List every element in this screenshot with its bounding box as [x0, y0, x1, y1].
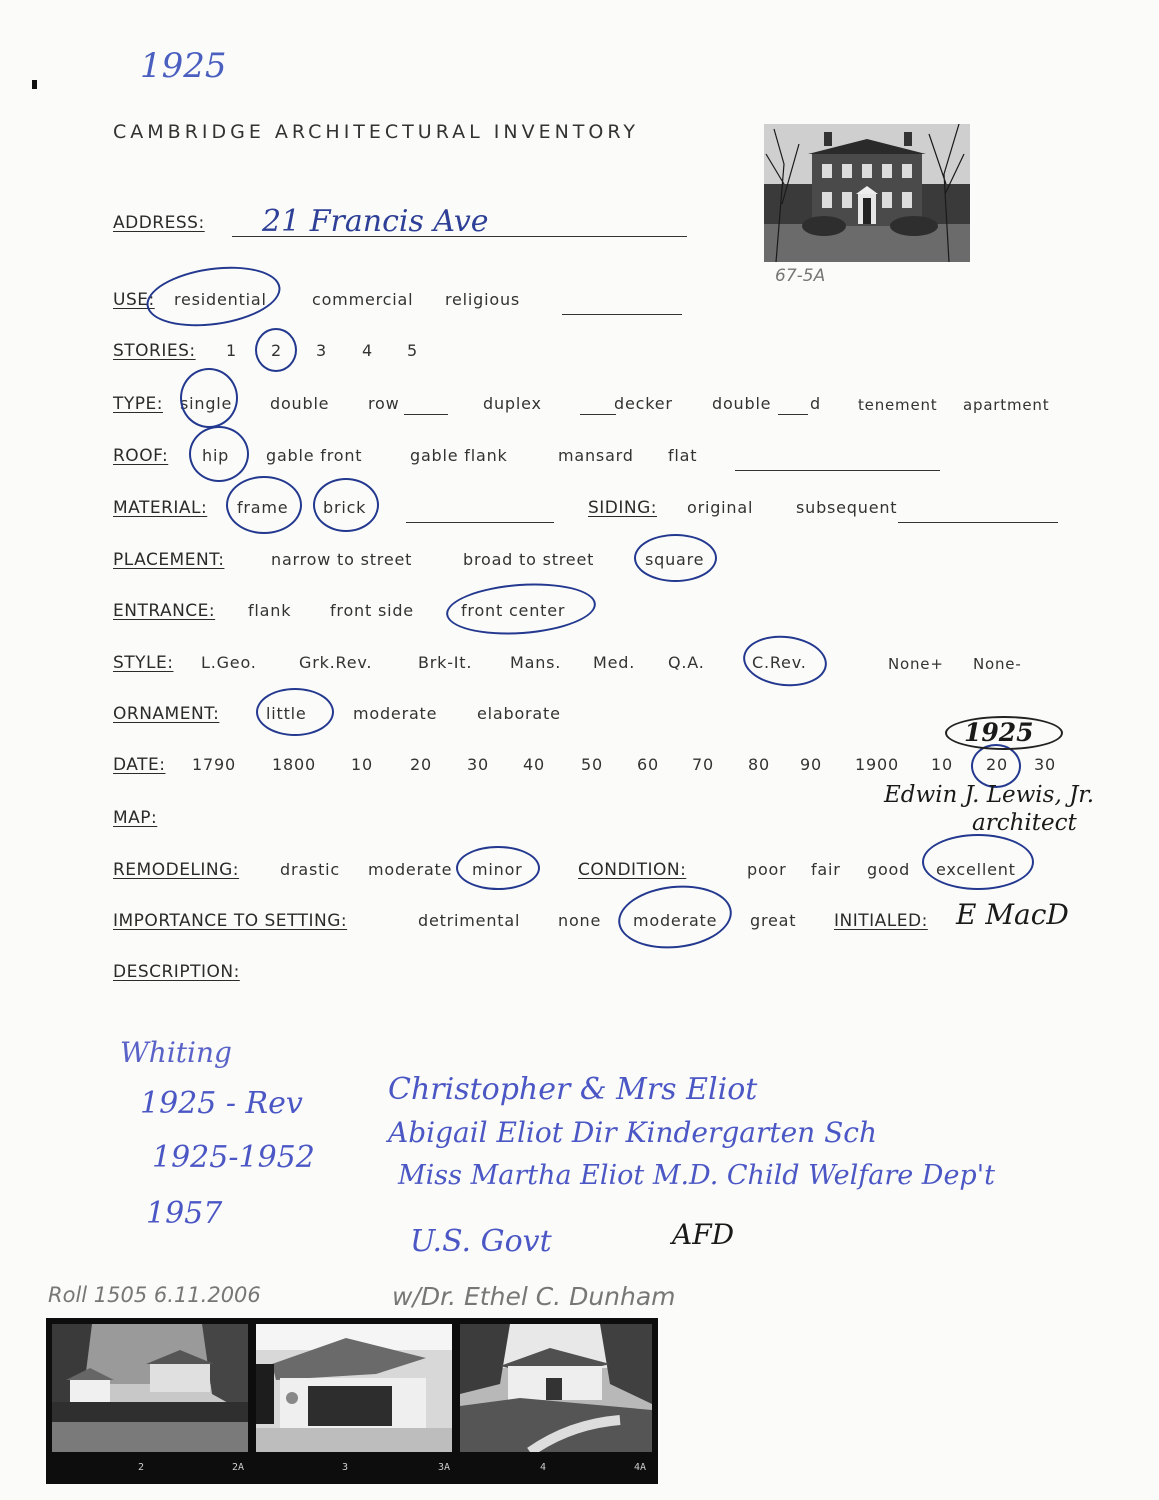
- use-label: USE:: [113, 290, 155, 310]
- date-40: 40: [523, 755, 545, 774]
- style-label: STYLE:: [113, 653, 174, 673]
- siding-label: SIDING:: [588, 498, 658, 518]
- use-other-line: [562, 314, 682, 315]
- address-value: 21 Francis Ave: [262, 204, 489, 239]
- condition-poor: poor: [747, 860, 787, 879]
- type-row-line: [404, 414, 448, 415]
- ornament-elaborate: elaborate: [477, 704, 561, 723]
- initialed-value: E MacD: [956, 898, 1069, 931]
- material-other-line: [406, 522, 554, 523]
- placement-broad: broad to street: [463, 550, 595, 569]
- selection-circle: [313, 478, 379, 532]
- roof-gable-flank: gable flank: [410, 446, 508, 465]
- style-crev: C.Rev.: [752, 653, 807, 672]
- style-none-minus: None-: [973, 655, 1022, 673]
- material-brick: brick: [323, 498, 367, 517]
- film-label: 2A: [232, 1462, 245, 1473]
- year-circle: [945, 716, 1063, 750]
- roof-gable-front: gable front: [266, 446, 363, 465]
- date-50: 50: [581, 755, 603, 774]
- importance-detrimental: detrimental: [418, 911, 521, 930]
- roof-flat: flat: [668, 446, 698, 465]
- selection-circle: [741, 632, 830, 691]
- siding-original: original: [687, 498, 754, 517]
- remodeling-label: REMODELING:: [113, 860, 240, 880]
- type-decker: decker: [614, 394, 673, 413]
- style-med: Med.: [593, 653, 636, 672]
- style-mans: Mans.: [510, 653, 562, 672]
- date-1800: 1800: [272, 755, 316, 774]
- style-brkit: Brk-It.: [418, 653, 473, 672]
- date-handwritten-year: 1925: [964, 718, 1034, 747]
- type-apartment: apartment: [963, 396, 1050, 414]
- type-single: single: [180, 394, 233, 413]
- initialed-label: INITIALED:: [834, 911, 928, 931]
- selection-circle: [634, 534, 717, 582]
- condition-fair: fair: [811, 860, 841, 879]
- roof-other-line: [735, 470, 940, 471]
- stories-2: 2: [271, 341, 282, 360]
- description-text-2: Abigail Eliot Dir Kindergarten Sch: [388, 1116, 878, 1149]
- date-10: 10: [351, 755, 373, 774]
- entrance-front-side: front side: [330, 601, 414, 620]
- entrance-front-center: front center: [461, 601, 566, 620]
- date-70: 70: [692, 755, 714, 774]
- date-90: 90: [800, 755, 822, 774]
- map-label: MAP:: [113, 808, 158, 828]
- remodeling-moderate: moderate: [368, 860, 453, 879]
- date-label: DATE:: [113, 755, 166, 775]
- date-1930: 30: [1034, 755, 1056, 774]
- description-year-1: 1925 - Rev: [140, 1086, 303, 1121]
- type-decker-line: [580, 414, 616, 415]
- placement-square: square: [645, 550, 705, 569]
- importance-moderate: moderate: [633, 911, 718, 930]
- description-year-3: 1957: [146, 1196, 223, 1231]
- description-text-1: Christopher & Mrs Eliot: [388, 1072, 758, 1107]
- style-grkrev: Grk.Rev.: [299, 653, 373, 672]
- style-qa: Q.A.: [668, 653, 705, 672]
- ornament-little: little: [266, 704, 307, 723]
- siding-subsequent: subsequent: [796, 498, 898, 517]
- condition-excellent: excellent: [936, 860, 1016, 879]
- entrance-label: ENTRANCE:: [113, 601, 216, 621]
- stories-3: 3: [316, 341, 327, 360]
- date-1920: 20: [986, 755, 1008, 774]
- type-row: row: [368, 394, 400, 413]
- film-label: 3: [342, 1462, 349, 1473]
- stories-5: 5: [407, 341, 418, 360]
- description-initials: AFD: [672, 1218, 735, 1251]
- roof-label: ROOF:: [113, 446, 169, 466]
- date-30: 30: [467, 755, 489, 774]
- ornament-label: ORNAMENT:: [113, 704, 220, 724]
- siding-other-line: [898, 522, 1058, 523]
- film-label: 4A: [634, 1462, 647, 1473]
- importance-label: IMPORTANCE TO SETTING:: [113, 911, 348, 931]
- film-label: 4: [540, 1462, 547, 1473]
- date-1910: 10: [931, 755, 953, 774]
- type-d: d: [810, 394, 821, 413]
- use-religious: religious: [445, 290, 521, 309]
- form-title: CAMBRIDGE ARCHITECTURAL INVENTORY: [113, 121, 639, 143]
- house-photo: [764, 124, 970, 262]
- type-label: TYPE:: [113, 394, 163, 414]
- selection-circle: [256, 688, 334, 736]
- stories-1: 1: [226, 341, 237, 360]
- ornament-moderate: moderate: [353, 704, 438, 723]
- type-double: double: [270, 394, 330, 413]
- type-tenement: tenement: [858, 396, 938, 414]
- material-frame: frame: [237, 498, 289, 517]
- style-none-plus: None+: [888, 655, 944, 673]
- description-heading: Whiting: [120, 1036, 232, 1069]
- selection-circle: [189, 426, 249, 482]
- entrance-flank: flank: [248, 601, 292, 620]
- roll-note: Roll 1505 6.11.2006: [48, 1283, 261, 1307]
- selection-circle: [615, 880, 735, 954]
- address-label: ADDRESS:: [113, 213, 205, 233]
- selection-circle: [143, 259, 285, 334]
- film-label: 3A: [438, 1462, 451, 1473]
- date-20: 20: [410, 755, 432, 774]
- remodeling-minor: minor: [472, 860, 523, 879]
- description-text-3: Miss Martha Eliot M.D. Child Welfare Dep't: [398, 1160, 995, 1191]
- use-commercial: commercial: [312, 290, 414, 309]
- material-label: MATERIAL:: [113, 498, 208, 518]
- type-double-d: double: [712, 394, 772, 413]
- architect-name: Edwin J. Lewis, Jr.: [884, 782, 1095, 808]
- description-label: DESCRIPTION:: [113, 962, 240, 982]
- roof-hip: hip: [202, 446, 230, 465]
- condition-good: good: [867, 860, 911, 879]
- roof-mansard: mansard: [558, 446, 634, 465]
- type-double-d-line: [778, 414, 808, 415]
- description-text-4: U.S. Govt: [410, 1224, 552, 1259]
- selection-circle: [456, 846, 540, 890]
- film-frame-2: [52, 1324, 248, 1452]
- selection-circle: [922, 834, 1034, 890]
- selection-circle: [226, 476, 302, 534]
- date-80: 80: [748, 755, 770, 774]
- use-residential: residential: [174, 290, 267, 309]
- remodeling-drastic: drastic: [280, 860, 340, 879]
- placement-narrow: narrow to street: [271, 550, 413, 569]
- date-1900: 1900: [855, 755, 899, 774]
- film-label: 2: [138, 1462, 145, 1473]
- type-duplex: duplex: [483, 394, 542, 413]
- description-year-2: 1925-1952: [152, 1140, 315, 1175]
- placement-label: PLACEMENT:: [113, 550, 225, 570]
- ink-mark: [32, 80, 37, 89]
- selection-circle: [255, 328, 297, 372]
- stories-label: STORIES:: [113, 341, 196, 361]
- date-1790: 1790: [192, 755, 236, 774]
- selection-circle: [180, 368, 238, 428]
- stories-4: 4: [362, 341, 373, 360]
- with-note: w/Dr. Ethel C. Dunham: [392, 1282, 676, 1311]
- photo-id: 67-5A: [775, 266, 826, 286]
- year-note: 1925: [140, 46, 227, 86]
- film-frame-4: [460, 1324, 652, 1452]
- film-frame-3: [256, 1324, 452, 1452]
- date-60: 60: [637, 755, 659, 774]
- condition-label: CONDITION:: [578, 860, 687, 880]
- architect-role: architect: [972, 810, 1077, 836]
- importance-none: none: [558, 911, 602, 930]
- selection-circle: [444, 579, 597, 639]
- film-strip: [46, 1318, 658, 1484]
- style-lgeo: L.Geo.: [201, 653, 257, 672]
- importance-great: great: [750, 911, 797, 930]
